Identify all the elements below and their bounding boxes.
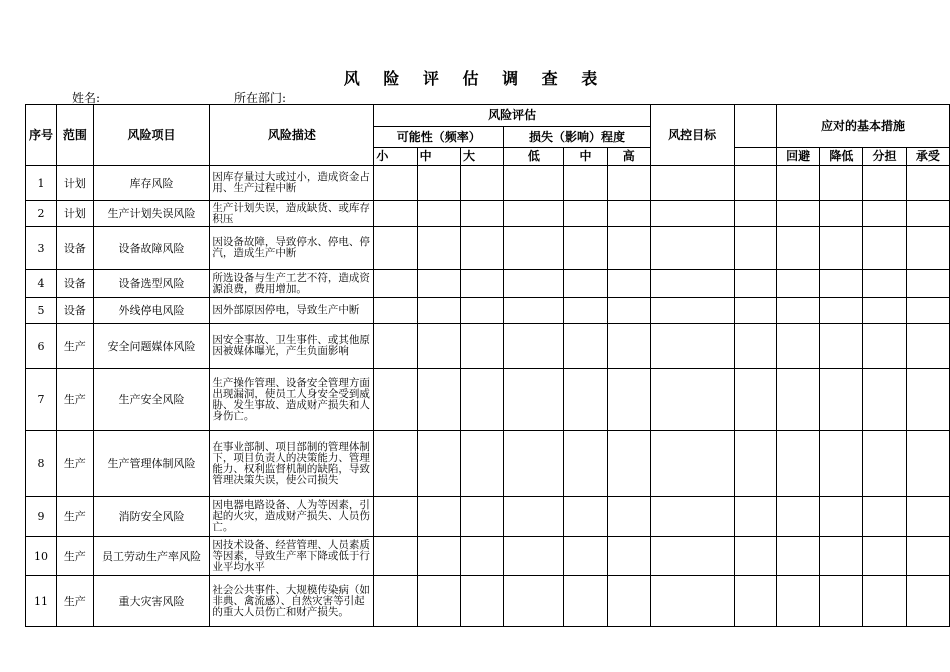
input-cell[interactable] — [564, 324, 607, 369]
row-risk-description: 社会公共事件、大规模传染病（如非典、禽流感）、自然灾害等引起的重大人员伤亡和财产损失。 — [210, 576, 374, 627]
input-cell[interactable] — [820, 324, 863, 369]
row-risk-description: 因电器电路设备、人为等因素，引起的火灾，造成财产损失、人员伤亡。 — [210, 497, 374, 537]
input-cell[interactable] — [650, 576, 734, 627]
row-risk-description: 因库存量过大或过小，造成资金占用、生产过程中断 — [210, 166, 374, 201]
input-cell[interactable] — [460, 227, 503, 270]
input-cell[interactable] — [417, 576, 460, 627]
row-seq: 11 — [26, 576, 57, 627]
input-cell[interactable] — [820, 298, 863, 324]
input-cell[interactable] — [863, 270, 906, 298]
input-cell[interactable] — [504, 298, 564, 324]
table-row — [26, 270, 950, 298]
header-seq: 序号 — [26, 105, 57, 166]
input-cell[interactable] — [650, 369, 734, 431]
input-cell[interactable] — [863, 576, 906, 627]
input-cell[interactable] — [734, 431, 777, 497]
row-seq: 1 — [26, 166, 57, 201]
input-cell[interactable] — [777, 576, 820, 627]
input-cell[interactable] — [863, 298, 906, 324]
input-cell[interactable] — [906, 227, 949, 270]
input-cell[interactable] — [564, 497, 607, 537]
header-spacer-cell — [734, 105, 777, 148]
input-cell[interactable] — [650, 270, 734, 298]
input-cell[interactable] — [417, 537, 460, 576]
row-seq: 10 — [26, 537, 57, 576]
row-risk-item: 外线停电风险 — [93, 298, 210, 324]
input-cell[interactable] — [906, 270, 949, 298]
header-measure-share: 分担 — [863, 148, 906, 166]
input-cell[interactable] — [906, 497, 949, 537]
input-cell[interactable] — [906, 537, 949, 576]
row-scope: 计划 — [57, 166, 94, 201]
input-cell[interactable] — [820, 166, 863, 201]
input-cell[interactable] — [650, 324, 734, 369]
header-likelihood: 可能性（频率） — [374, 127, 504, 148]
row-scope: 设备 — [57, 270, 94, 298]
input-cell[interactable] — [820, 369, 863, 431]
input-cell[interactable] — [734, 201, 777, 227]
input-cell[interactable] — [607, 431, 650, 497]
input-cell[interactable] — [863, 201, 906, 227]
input-cell[interactable] — [504, 576, 564, 627]
input-cell[interactable] — [777, 227, 820, 270]
row-seq: 7 — [26, 369, 57, 431]
input-cell[interactable] — [820, 576, 863, 627]
row-risk-item: 生产管理体制风险 — [93, 431, 210, 497]
input-cell[interactable] — [777, 431, 820, 497]
input-cell[interactable] — [504, 201, 564, 227]
input-cell[interactable] — [777, 369, 820, 431]
header-measure-accept: 承受 — [906, 148, 949, 166]
row-risk-description: 生产操作管理、设备安全管理方面出现漏洞，使员工人身安全受到威胁、发生事故、造成财产损失和人身伤亡。 — [210, 369, 374, 431]
table-row — [26, 497, 950, 537]
header-loss-mid: 中 — [564, 148, 607, 166]
table-row — [26, 166, 950, 201]
row-seq: 9 — [26, 497, 57, 537]
row-risk-description: 因安全事故、卫生事件、或其他原因被媒体曝光，产生负面影响 — [210, 324, 374, 369]
row-scope: 设备 — [57, 298, 94, 324]
row-risk-item: 设备故障风险 — [93, 227, 210, 270]
input-cell[interactable] — [777, 166, 820, 201]
header-risk-description: 风险描述 — [210, 105, 374, 166]
input-cell[interactable] — [374, 227, 417, 270]
input-cell[interactable] — [504, 270, 564, 298]
input-cell[interactable] — [607, 537, 650, 576]
table-row — [26, 576, 950, 627]
row-risk-item: 员工劳动生产率风险 — [93, 537, 210, 576]
input-cell[interactable] — [607, 576, 650, 627]
input-cell[interactable] — [863, 431, 906, 497]
table-row — [26, 537, 950, 576]
input-cell[interactable] — [374, 431, 417, 497]
input-cell[interactable] — [734, 497, 777, 537]
input-cell[interactable] — [820, 270, 863, 298]
input-cell[interactable] — [564, 369, 607, 431]
input-cell[interactable] — [650, 227, 734, 270]
input-cell[interactable] — [460, 431, 503, 497]
input-cell[interactable] — [417, 227, 460, 270]
header-loss-high: 高 — [607, 148, 650, 166]
input-cell[interactable] — [417, 270, 460, 298]
input-cell[interactable] — [820, 537, 863, 576]
input-cell[interactable] — [504, 497, 564, 537]
input-cell[interactable] — [504, 537, 564, 576]
row-risk-item: 消防安全风险 — [93, 497, 210, 537]
input-cell[interactable] — [863, 227, 906, 270]
input-cell[interactable] — [564, 298, 607, 324]
input-cell[interactable] — [460, 166, 503, 201]
input-cell[interactable] — [650, 497, 734, 537]
input-cell[interactable] — [650, 201, 734, 227]
input-cell[interactable] — [863, 537, 906, 576]
input-cell[interactable] — [820, 497, 863, 537]
table-row — [26, 369, 950, 431]
input-cell[interactable] — [777, 324, 820, 369]
page-title: 风 险 评 估 调 查 表 — [343, 69, 607, 88]
input-cell[interactable] — [906, 201, 949, 227]
row-seq: 8 — [26, 431, 57, 497]
row-risk-item: 重大灾害风险 — [93, 576, 210, 627]
row-scope: 设备 — [57, 227, 94, 270]
header-likelihood-mid: 中 — [417, 148, 460, 166]
row-risk-description: 生产计划失误，造成缺货、或库存积压 — [210, 201, 374, 227]
header-basic-measures: 应对的基本措施 — [777, 105, 950, 148]
input-cell[interactable] — [734, 537, 777, 576]
input-cell[interactable] — [863, 497, 906, 537]
input-cell[interactable] — [460, 369, 503, 431]
input-cell[interactable] — [417, 166, 460, 201]
input-cell[interactable] — [734, 270, 777, 298]
input-cell[interactable] — [906, 166, 949, 201]
input-cell[interactable] — [607, 298, 650, 324]
header-likelihood-low: 小 — [374, 148, 417, 166]
input-cell[interactable] — [564, 227, 607, 270]
header-risk-item: 风险项目 — [93, 105, 210, 166]
input-cell[interactable] — [460, 576, 503, 627]
input-cell[interactable] — [863, 324, 906, 369]
input-cell[interactable] — [374, 576, 417, 627]
input-cell[interactable] — [734, 369, 777, 431]
input-cell[interactable] — [504, 431, 564, 497]
risk-assessment-table — [25, 104, 950, 627]
input-cell[interactable] — [374, 369, 417, 431]
input-cell[interactable] — [460, 201, 503, 227]
input-cell[interactable] — [777, 497, 820, 537]
input-cell[interactable] — [863, 166, 906, 201]
row-seq: 3 — [26, 227, 57, 270]
row-scope: 生产 — [57, 576, 94, 627]
header-scope: 范围 — [57, 105, 94, 166]
row-scope: 生产 — [57, 537, 94, 576]
input-cell[interactable] — [460, 497, 503, 537]
input-cell[interactable] — [734, 576, 777, 627]
row-scope: 生产 — [57, 431, 94, 497]
input-cell[interactable] — [650, 431, 734, 497]
input-cell[interactable] — [564, 270, 607, 298]
input-cell[interactable] — [777, 201, 820, 227]
input-cell[interactable] — [564, 576, 607, 627]
row-risk-description: 因技术设备、经营管理、人员素质等因素，导致生产率下降或低于行业平均水平 — [210, 537, 374, 576]
row-scope: 计划 — [57, 201, 94, 227]
input-cell[interactable] — [460, 298, 503, 324]
header-measure-reduce: 降低 — [820, 148, 863, 166]
row-risk-description: 在事业部制、项目部制的管理体制下，项目负责人的决策能力、管理能力、权利监督机制的缺陷，导致管理决策失误，使公司损失 — [210, 431, 374, 497]
input-cell[interactable] — [777, 270, 820, 298]
input-cell[interactable] — [374, 324, 417, 369]
input-cell[interactable] — [460, 537, 503, 576]
input-cell[interactable] — [417, 201, 460, 227]
input-cell[interactable] — [417, 497, 460, 537]
input-cell[interactable] — [374, 497, 417, 537]
input-cell[interactable] — [417, 369, 460, 431]
input-cell[interactable] — [607, 201, 650, 227]
input-cell[interactable] — [906, 324, 949, 369]
input-cell[interactable] — [374, 201, 417, 227]
input-cell[interactable] — [734, 324, 777, 369]
row-risk-item: 安全问题媒体风险 — [93, 324, 210, 369]
row-seq: 4 — [26, 270, 57, 298]
header-risk-assessment: 风险评估 — [374, 105, 650, 127]
row-scope: 生产 — [57, 497, 94, 537]
header-likelihood-high: 大 — [460, 148, 503, 166]
input-cell[interactable] — [650, 166, 734, 201]
department-label: 所在部门: — [234, 91, 287, 105]
input-cell[interactable] — [906, 298, 949, 324]
input-cell[interactable] — [820, 201, 863, 227]
input-cell[interactable] — [820, 227, 863, 270]
row-risk-description: 因外部原因停电，导致生产中断 — [210, 298, 374, 324]
row-risk-description: 因设备故障，导致停水、停电、停汽，造成生产中断 — [210, 227, 374, 270]
input-cell[interactable] — [734, 298, 777, 324]
table-row — [26, 298, 950, 324]
row-scope: 生产 — [57, 369, 94, 431]
input-cell[interactable] — [906, 431, 949, 497]
input-cell[interactable] — [607, 497, 650, 537]
input-cell[interactable] — [650, 537, 734, 576]
input-cell[interactable] — [607, 369, 650, 431]
row-risk-description: 所选设备与生产工艺不符，造成资源浪费，费用增加。 — [210, 270, 374, 298]
table-row — [26, 431, 950, 497]
table-row — [26, 324, 950, 369]
row-risk-item: 生产安全风险 — [93, 369, 210, 431]
input-cell[interactable] — [863, 369, 906, 431]
input-cell[interactable] — [374, 298, 417, 324]
row-seq: 2 — [26, 201, 57, 227]
input-cell[interactable] — [460, 270, 503, 298]
input-cell[interactable] — [607, 270, 650, 298]
header-measure-avoid: 回避 — [777, 148, 820, 166]
row-risk-item: 设备选型风险 — [93, 270, 210, 298]
input-cell[interactable] — [820, 431, 863, 497]
input-cell[interactable] — [417, 298, 460, 324]
input-cell[interactable] — [374, 270, 417, 298]
input-cell[interactable] — [504, 166, 564, 201]
row-risk-item: 生产计划失误风险 — [93, 201, 210, 227]
input-cell[interactable] — [564, 201, 607, 227]
table-row — [26, 227, 950, 270]
name-label: 姓名: — [72, 91, 101, 105]
input-cell[interactable] — [417, 324, 460, 369]
header-loss-degree: 损失（影响）程度 — [504, 127, 651, 148]
header-control-target: 风控目标 — [650, 105, 734, 166]
input-cell[interactable] — [504, 324, 564, 369]
input-cell[interactable] — [734, 227, 777, 270]
input-cell[interactable] — [417, 431, 460, 497]
input-cell[interactable] — [564, 166, 607, 201]
input-cell[interactable] — [906, 576, 949, 627]
input-cell[interactable] — [777, 537, 820, 576]
row-scope: 生产 — [57, 324, 94, 369]
row-seq: 6 — [26, 324, 57, 369]
header-loss-low: 低 — [504, 148, 564, 166]
row-seq: 5 — [26, 298, 57, 324]
input-cell[interactable] — [564, 431, 607, 497]
input-cell[interactable] — [374, 537, 417, 576]
input-cell[interactable] — [374, 166, 417, 201]
input-cell[interactable] — [650, 298, 734, 324]
input-cell[interactable] — [607, 166, 650, 201]
header-spacer-cell — [734, 148, 777, 166]
input-cell[interactable] — [906, 369, 949, 431]
row-risk-item: 库存风险 — [93, 166, 210, 201]
input-cell[interactable] — [460, 324, 503, 369]
input-cell[interactable] — [777, 298, 820, 324]
input-cell[interactable] — [564, 537, 607, 576]
input-cell[interactable] — [607, 227, 650, 270]
input-cell[interactable] — [504, 369, 564, 431]
input-cell[interactable] — [504, 227, 564, 270]
input-cell[interactable] — [734, 166, 777, 201]
table-row — [26, 201, 950, 227]
input-cell[interactable] — [607, 324, 650, 369]
